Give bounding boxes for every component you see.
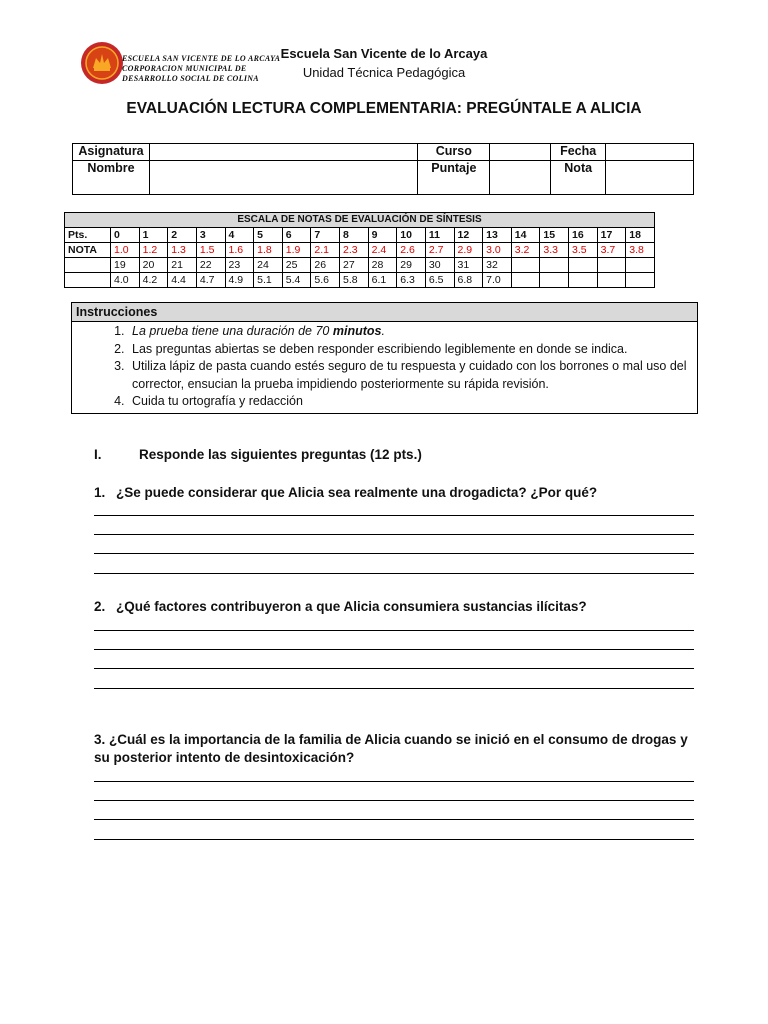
answer-line[interactable] xyxy=(94,839,694,840)
points-label: Pts. xyxy=(65,228,111,243)
points-cell: 19 xyxy=(111,258,140,273)
grade-cell: 1.8 xyxy=(254,243,283,258)
points-cell: 25 xyxy=(282,258,311,273)
points-cell: 1 xyxy=(139,228,168,243)
points-cell: 4.7 xyxy=(196,273,225,288)
question-2-text: ¿Qué factores contribuyeron a que Alicia consumiera sustancias ilícitas? xyxy=(116,599,587,614)
points-cell: 29 xyxy=(397,258,426,273)
points-cell: 28 xyxy=(368,258,397,273)
scale-row-grades-2 xyxy=(65,273,655,288)
blank-cell xyxy=(569,258,598,273)
points-cell: 10 xyxy=(397,228,426,243)
instruction-item: 4. Cuida tu ortografía y redacción xyxy=(128,393,691,411)
instruction-item: 2. Las preguntas abiertas se deben responder escribiendo legiblemente en donde se indica. xyxy=(128,341,691,359)
curso-field[interactable] xyxy=(490,144,551,161)
blank-cell xyxy=(626,258,655,273)
scale-title: ESCALA DE NOTAS DE EVALUACIÓN DE SÍNTESIS xyxy=(65,213,655,228)
points-cell: 5.1 xyxy=(254,273,283,288)
grade-cell: 2.3 xyxy=(340,243,369,258)
blank-cell xyxy=(569,273,598,288)
blank-cell xyxy=(597,258,626,273)
points-cell: 3 xyxy=(196,228,225,243)
scale-row-points xyxy=(65,228,655,243)
grade-cell: 2.6 xyxy=(397,243,426,258)
answer-line[interactable] xyxy=(94,688,694,689)
points-cell: 32 xyxy=(483,258,512,273)
points-cell: 5 xyxy=(254,228,283,243)
nota-label: Nota xyxy=(551,161,606,195)
points-cell: 5.8 xyxy=(340,273,369,288)
points-cell: 26 xyxy=(311,258,340,273)
points-cell: 31 xyxy=(454,258,483,273)
points-cell: 30 xyxy=(425,258,454,273)
answer-line[interactable] xyxy=(94,649,694,650)
grade-cell: 2.7 xyxy=(425,243,454,258)
grade-cell: 3.2 xyxy=(511,243,540,258)
question-2-number: 2. xyxy=(94,599,106,614)
points-cell: 13 xyxy=(483,228,512,243)
blank-cell xyxy=(511,258,540,273)
question-3-text: ¿Cuál es la importancia de la familia de Alicia cuando se inició en el consumo de drogas y su posterior intento de desintoxicación? xyxy=(94,732,688,765)
grade-cell: 2.4 xyxy=(368,243,397,258)
question-1-number: 1. xyxy=(94,485,106,500)
puntaje-field[interactable] xyxy=(490,161,551,195)
grading-scale-table xyxy=(64,212,655,288)
points-cell: 7 xyxy=(311,228,340,243)
blank-cell xyxy=(540,273,569,288)
section-title: Responde las siguientes preguntas (12 pts.) xyxy=(139,447,422,462)
blank-cell xyxy=(511,273,540,288)
grade-cell: 1.2 xyxy=(139,243,168,258)
grade-label: NOTA xyxy=(65,243,111,258)
points-cell: 4 xyxy=(225,228,254,243)
scale-row-grades xyxy=(65,243,655,258)
points-cell: 15 xyxy=(540,228,569,243)
question-1-text: ¿Se puede considerar que Alicia sea realmente una drogadicta? ¿Por qué? xyxy=(116,485,598,500)
instruction-1-end: . xyxy=(381,324,385,338)
points-cell: 4.0 xyxy=(111,273,140,288)
points-cell: 8 xyxy=(340,228,369,243)
points-cell: 17 xyxy=(597,228,626,243)
points-cell: 4.4 xyxy=(168,273,197,288)
instruction-1-bold: minutos xyxy=(332,324,382,338)
grade-cell: 3.5 xyxy=(569,243,598,258)
grade-cell: 3.3 xyxy=(540,243,569,258)
points-cell: 27 xyxy=(340,258,369,273)
instructions-box xyxy=(71,302,698,414)
grade-cell: 1.6 xyxy=(225,243,254,258)
grade-cell: 1.3 xyxy=(168,243,197,258)
points-cell: 24 xyxy=(254,258,283,273)
logo-line-1: ESCUELA SAN VICENTE DE LO ARCAYA xyxy=(122,54,281,63)
answer-line[interactable] xyxy=(94,515,694,516)
points-cell: 6.8 xyxy=(454,273,483,288)
points-cell: 18 xyxy=(626,228,655,243)
question-3 xyxy=(94,731,694,767)
school-unit: Unidad Técnica Pedagógica xyxy=(302,65,466,80)
grade-cell: 3.7 xyxy=(597,243,626,258)
points-cell: 6.3 xyxy=(397,273,426,288)
instruction-item: 3. Utiliza lápiz de pasta cuando estés seguro de tu respuesta y cuidado con los borrones o mal uso del corrector, ensucian la prueba impidiendo posteriormente su rápida revisión. xyxy=(128,358,691,393)
blank-cell xyxy=(597,273,626,288)
puntaje-label: Puntaje xyxy=(418,161,490,195)
points-cell: 5.4 xyxy=(282,273,311,288)
answer-line[interactable] xyxy=(94,553,694,554)
points-cell: 6.5 xyxy=(425,273,454,288)
fecha-field[interactable] xyxy=(606,144,694,161)
grade-cell: 1.9 xyxy=(282,243,311,258)
answer-line[interactable] xyxy=(94,534,694,535)
nombre-field[interactable] xyxy=(149,161,417,195)
grade-cell: 2.9 xyxy=(454,243,483,258)
points-cell: 22 xyxy=(196,258,225,273)
blank-cell xyxy=(626,273,655,288)
blank-cell xyxy=(65,258,111,273)
points-cell: 5.6 xyxy=(311,273,340,288)
answer-line[interactable] xyxy=(94,668,694,669)
asignatura-field[interactable] xyxy=(149,144,417,161)
blank-cell xyxy=(540,258,569,273)
question-3-number: 3. xyxy=(94,732,106,747)
logo-line-3: DESARROLLO SOCIAL DE COLINA xyxy=(122,74,259,83)
answer-line[interactable] xyxy=(94,630,694,631)
points-cell: 20 xyxy=(139,258,168,273)
points-cell: 4.9 xyxy=(225,273,254,288)
points-cell: 0 xyxy=(111,228,140,243)
instruction-1-text: La prueba tiene una duración de 70 xyxy=(132,324,333,338)
points-cell: 21 xyxy=(168,258,197,273)
grade-cell: 1.0 xyxy=(111,243,140,258)
logo-line-2: CORPORACION MUNICIPAL DE xyxy=(122,64,247,73)
nombre-label: Nombre xyxy=(73,161,150,195)
nota-field[interactable] xyxy=(606,161,694,195)
instruction-item xyxy=(128,323,691,341)
points-cell: 4.2 xyxy=(139,273,168,288)
grade-cell: 3.0 xyxy=(483,243,512,258)
points-cell: 12 xyxy=(454,228,483,243)
points-cell: 16 xyxy=(569,228,598,243)
grade-cell: 3.8 xyxy=(626,243,655,258)
instructions-list xyxy=(72,322,697,413)
grade-cell: 1.5 xyxy=(196,243,225,258)
answer-line[interactable] xyxy=(94,800,694,801)
document-title: EVALUACIÓN LECTURA COMPLEMENTARIA: PREGÚNTALE A ALICIA xyxy=(126,100,642,117)
points-cell: 7.0 xyxy=(483,273,512,288)
answer-line[interactable] xyxy=(94,573,694,574)
answer-line[interactable] xyxy=(94,819,694,820)
instructions-title: Instrucciones xyxy=(72,303,697,322)
blank-cell xyxy=(65,273,111,288)
points-cell: 6 xyxy=(282,228,311,243)
points-cell: 14 xyxy=(511,228,540,243)
answer-line[interactable] xyxy=(94,781,694,782)
points-cell: 11 xyxy=(425,228,454,243)
section-numeral: I. xyxy=(94,447,102,462)
points-cell: 9 xyxy=(368,228,397,243)
school-name: Escuela San Vicente de lo Arcaya xyxy=(280,46,488,61)
points-cell: 23 xyxy=(225,258,254,273)
fecha-label: Fecha xyxy=(551,144,606,161)
student-info-table xyxy=(72,143,694,195)
scale-row-points-2 xyxy=(65,258,655,273)
asignatura-label: Asignatura xyxy=(73,144,150,161)
grade-cell: 2.1 xyxy=(311,243,340,258)
points-cell: 2 xyxy=(168,228,197,243)
curso-label: Curso xyxy=(418,144,490,161)
points-cell: 6.1 xyxy=(368,273,397,288)
